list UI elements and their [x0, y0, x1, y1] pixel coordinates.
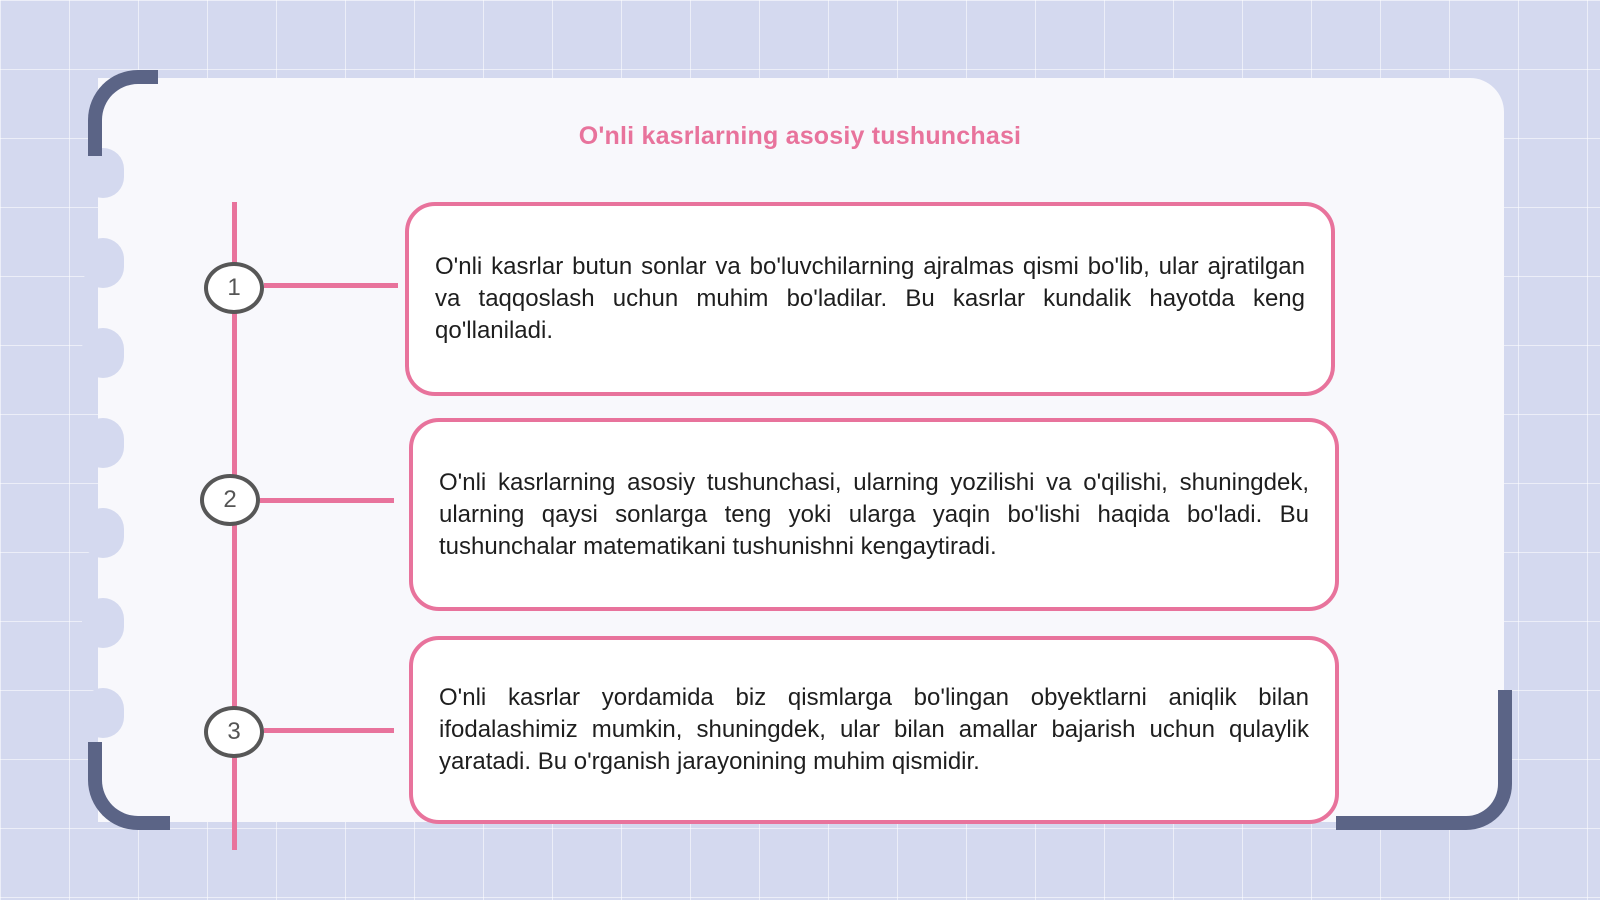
info-card [409, 636, 1339, 824]
info-card-text: O'nli kasrlarning asosiy tushunchasi, ularning yozilishi va o'qilishi, shuningdek, ularning qaysi sonlarga teng yoki ularga yaqin bo'lishi haqida bo'ladi. Bu tushunchalar matematikani tushunishni kengaytiradi. [439, 468, 1309, 560]
timeline-connector [260, 498, 394, 503]
info-card-text: O'nli kasrlar yordamida biz qismlarga bo'lingan obyektlarni aniqlik bilan ifodalashimiz mumkin, shuningdek, ular bilan amallar bajarish uchun qulaylik yaratadi. Bu o'rganish jarayonining muhim qismidir. [439, 684, 1309, 775]
binder-hole [82, 238, 124, 288]
slide-title: O'nli kasrlarning asosiy tushunchasi [578, 122, 1022, 150]
frame-corner-bottom-right [1336, 690, 1512, 830]
info-card [405, 202, 1335, 396]
info-card-text: O'nli kasrlar butun sonlar va bo'luvchilarning ajralmas qismi bo'lib, ular ajratilgan va taqqoslash uchun muhim bo'ladilar. Bu kasrlar kundalik hayotda keng qo'llaniladi. [435, 253, 1305, 344]
binder-hole [82, 508, 124, 558]
info-card [409, 418, 1339, 611]
timeline-connector [264, 728, 394, 733]
timeline-connector [264, 283, 398, 288]
timeline-node: 2 [200, 474, 260, 526]
binder-hole [82, 418, 124, 468]
timeline-node: 1 [204, 262, 264, 314]
timeline-node: 3 [204, 706, 264, 758]
binder-hole [82, 688, 124, 738]
binder-hole [82, 328, 124, 378]
binder-hole [82, 598, 124, 648]
